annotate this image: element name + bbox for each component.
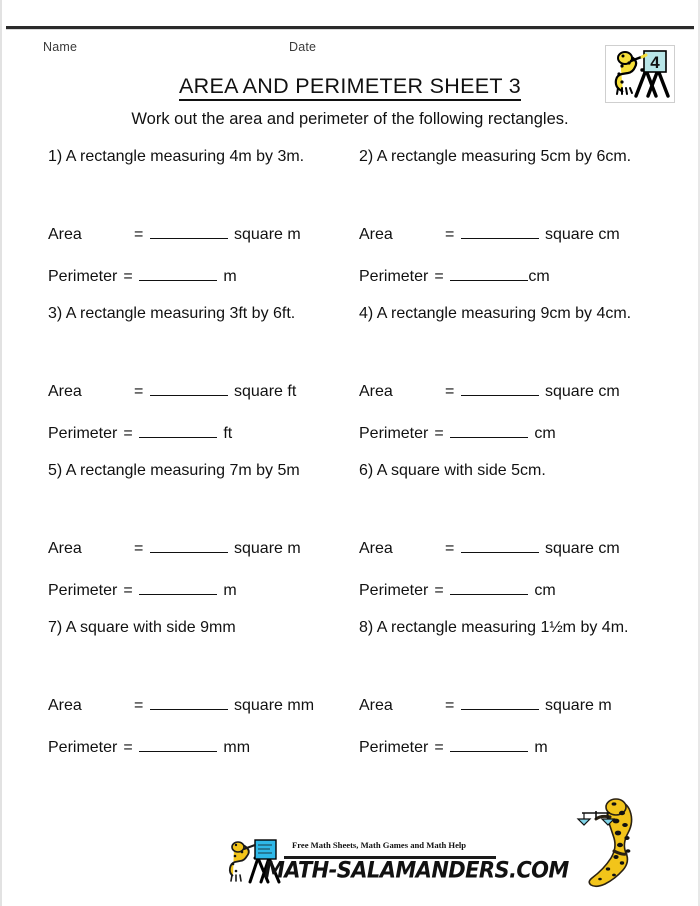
area-answer-line: [48, 224, 348, 245]
perimeter-answer-blank[interactable]: [139, 737, 217, 752]
perimeter-answer-line: [359, 423, 679, 444]
area-label: Area: [359, 383, 393, 400]
area-label: Area: [359, 540, 393, 557]
area-answer-line: [359, 695, 679, 716]
page-title-text: AREA AND PERIMETER SHEET 3: [179, 74, 521, 101]
site-logo[interactable]: [224, 836, 569, 884]
area-label: Area: [48, 383, 82, 400]
perimeter-label: Perimeter: [359, 739, 429, 756]
problem-prompt: 5) A rectangle measuring 7m by 5m: [48, 462, 300, 479]
area-answer-line: [48, 381, 348, 402]
area-answer-blank[interactable]: [150, 381, 228, 396]
problem-prompt: 3) A rectangle measuring 3ft by 6ft.: [48, 305, 296, 322]
problem-6: [359, 460, 679, 601]
area-answer-blank[interactable]: [461, 695, 539, 710]
perimeter-answer-line: [359, 737, 679, 758]
perimeter-label: Perimeter: [48, 425, 118, 442]
equals-sign: =: [445, 226, 455, 243]
equals-sign: =: [434, 582, 444, 599]
problem-8: [359, 617, 679, 758]
date-label: Date: [289, 40, 317, 54]
logo-tagline: Free Math Sheets, Math Games and Math Help: [292, 840, 467, 850]
perimeter-unit: m: [223, 268, 237, 285]
perimeter-answer-blank[interactable]: [450, 580, 528, 595]
perimeter-answer-line: [48, 737, 348, 758]
area-label: Area: [48, 697, 82, 714]
perimeter-label: Perimeter: [48, 268, 118, 285]
perimeter-answer-blank[interactable]: [450, 423, 528, 438]
perimeter-label: Perimeter: [359, 425, 429, 442]
area-label: Area: [48, 226, 82, 243]
equals-sign: =: [123, 425, 133, 442]
perimeter-answer-line: [359, 580, 679, 601]
logo-url: MATH-SALAMANDERS.COM: [264, 857, 569, 883]
area-unit: square ft: [234, 383, 297, 400]
perimeter-unit: m: [223, 582, 237, 599]
area-unit: square m: [234, 226, 301, 243]
problem-grid: [2, 146, 700, 774]
perimeter-unit: cm: [534, 425, 556, 442]
problem-4: [359, 303, 679, 444]
area-answer-line: [48, 538, 348, 559]
perimeter-label: Perimeter: [359, 268, 429, 285]
perimeter-answer-blank[interactable]: [139, 266, 217, 281]
perimeter-answer-line: [48, 580, 348, 601]
badge-number: 4: [650, 53, 660, 72]
perimeter-answer-blank[interactable]: [450, 737, 528, 752]
equals-sign: =: [134, 540, 144, 557]
problem-prompt: 8) A rectangle measuring 1½m by 4m.: [359, 619, 629, 636]
area-label: Area: [359, 697, 393, 714]
problem-prompt: 1) A rectangle measuring 4m by 3m.: [48, 148, 305, 165]
instructions: Work out the area and perimeter of the following rectangles.: [131, 110, 569, 128]
problem-row: [2, 303, 700, 460]
problem-7: [48, 617, 348, 758]
problem-prompt: 7) A square with side 9mm: [48, 619, 236, 636]
balance-scales-icon: [578, 811, 614, 825]
area-answer-blank[interactable]: [150, 695, 228, 710]
equals-sign: =: [434, 425, 444, 442]
header-divider-shadow: [6, 29, 694, 30]
perimeter-unit: cm: [534, 582, 556, 599]
area-unit: square cm: [545, 383, 620, 400]
equals-sign: =: [434, 268, 444, 285]
area-unit: square cm: [545, 540, 620, 557]
area-answer-line: [359, 224, 679, 245]
perimeter-answer-line: [48, 266, 348, 287]
area-answer-line: [48, 695, 348, 716]
perimeter-label: Perimeter: [48, 739, 118, 756]
equals-sign: =: [123, 268, 133, 285]
equals-sign: =: [134, 383, 144, 400]
area-unit: square mm: [234, 697, 315, 714]
perimeter-label: Perimeter: [48, 582, 118, 599]
equals-sign: =: [445, 383, 455, 400]
area-label: Area: [359, 226, 393, 243]
area-unit: square cm: [545, 226, 620, 243]
problem-row: [2, 617, 700, 774]
equals-sign: =: [434, 739, 444, 756]
problem-row: [2, 460, 700, 617]
area-answer-blank[interactable]: [461, 381, 539, 396]
name-label: Name: [43, 40, 78, 54]
equals-sign: =: [445, 697, 455, 714]
problem-row: [2, 146, 700, 303]
perimeter-unit: ft: [223, 425, 233, 442]
area-answer-line: [359, 538, 679, 559]
problem-5: [48, 460, 348, 601]
problem-prompt: 6) A square with side 5cm.: [359, 462, 546, 479]
perimeter-answer-blank[interactable]: [139, 423, 217, 438]
problem-2: [359, 146, 679, 287]
area-label: Area: [48, 540, 82, 557]
equals-sign: =: [134, 697, 144, 714]
area-unit: square m: [545, 697, 612, 714]
problem-1: [48, 146, 348, 287]
perimeter-label: Perimeter: [359, 582, 429, 599]
area-unit: square m: [234, 540, 301, 557]
perimeter-answer-blank[interactable]: [450, 266, 528, 281]
area-answer-blank[interactable]: [461, 224, 539, 239]
perimeter-unit: m: [534, 739, 548, 756]
perimeter-unit: mm: [223, 739, 251, 756]
equals-sign: =: [134, 226, 144, 243]
problem-3: [48, 303, 348, 444]
area-answer-line: [359, 381, 679, 402]
perimeter-answer-line: [48, 423, 348, 444]
perimeter-answer-blank[interactable]: [139, 580, 217, 595]
area-answer-blank[interactable]: [150, 224, 228, 239]
salamander-scales-icon: [570, 795, 666, 897]
page-title: [2, 74, 698, 99]
area-answer-blank[interactable]: [461, 538, 539, 553]
equals-sign: =: [123, 582, 133, 599]
perimeter-unit: cm: [528, 268, 550, 285]
problem-prompt: 4) A rectangle measuring 9cm by 4cm.: [359, 305, 632, 322]
problem-prompt: 2) A rectangle measuring 5cm by 6cm.: [359, 148, 632, 165]
area-answer-blank[interactable]: [150, 538, 228, 553]
corner-salamander: [570, 795, 666, 902]
equals-sign: =: [445, 540, 455, 557]
perimeter-answer-line: [359, 266, 679, 287]
equals-sign: =: [123, 739, 133, 756]
